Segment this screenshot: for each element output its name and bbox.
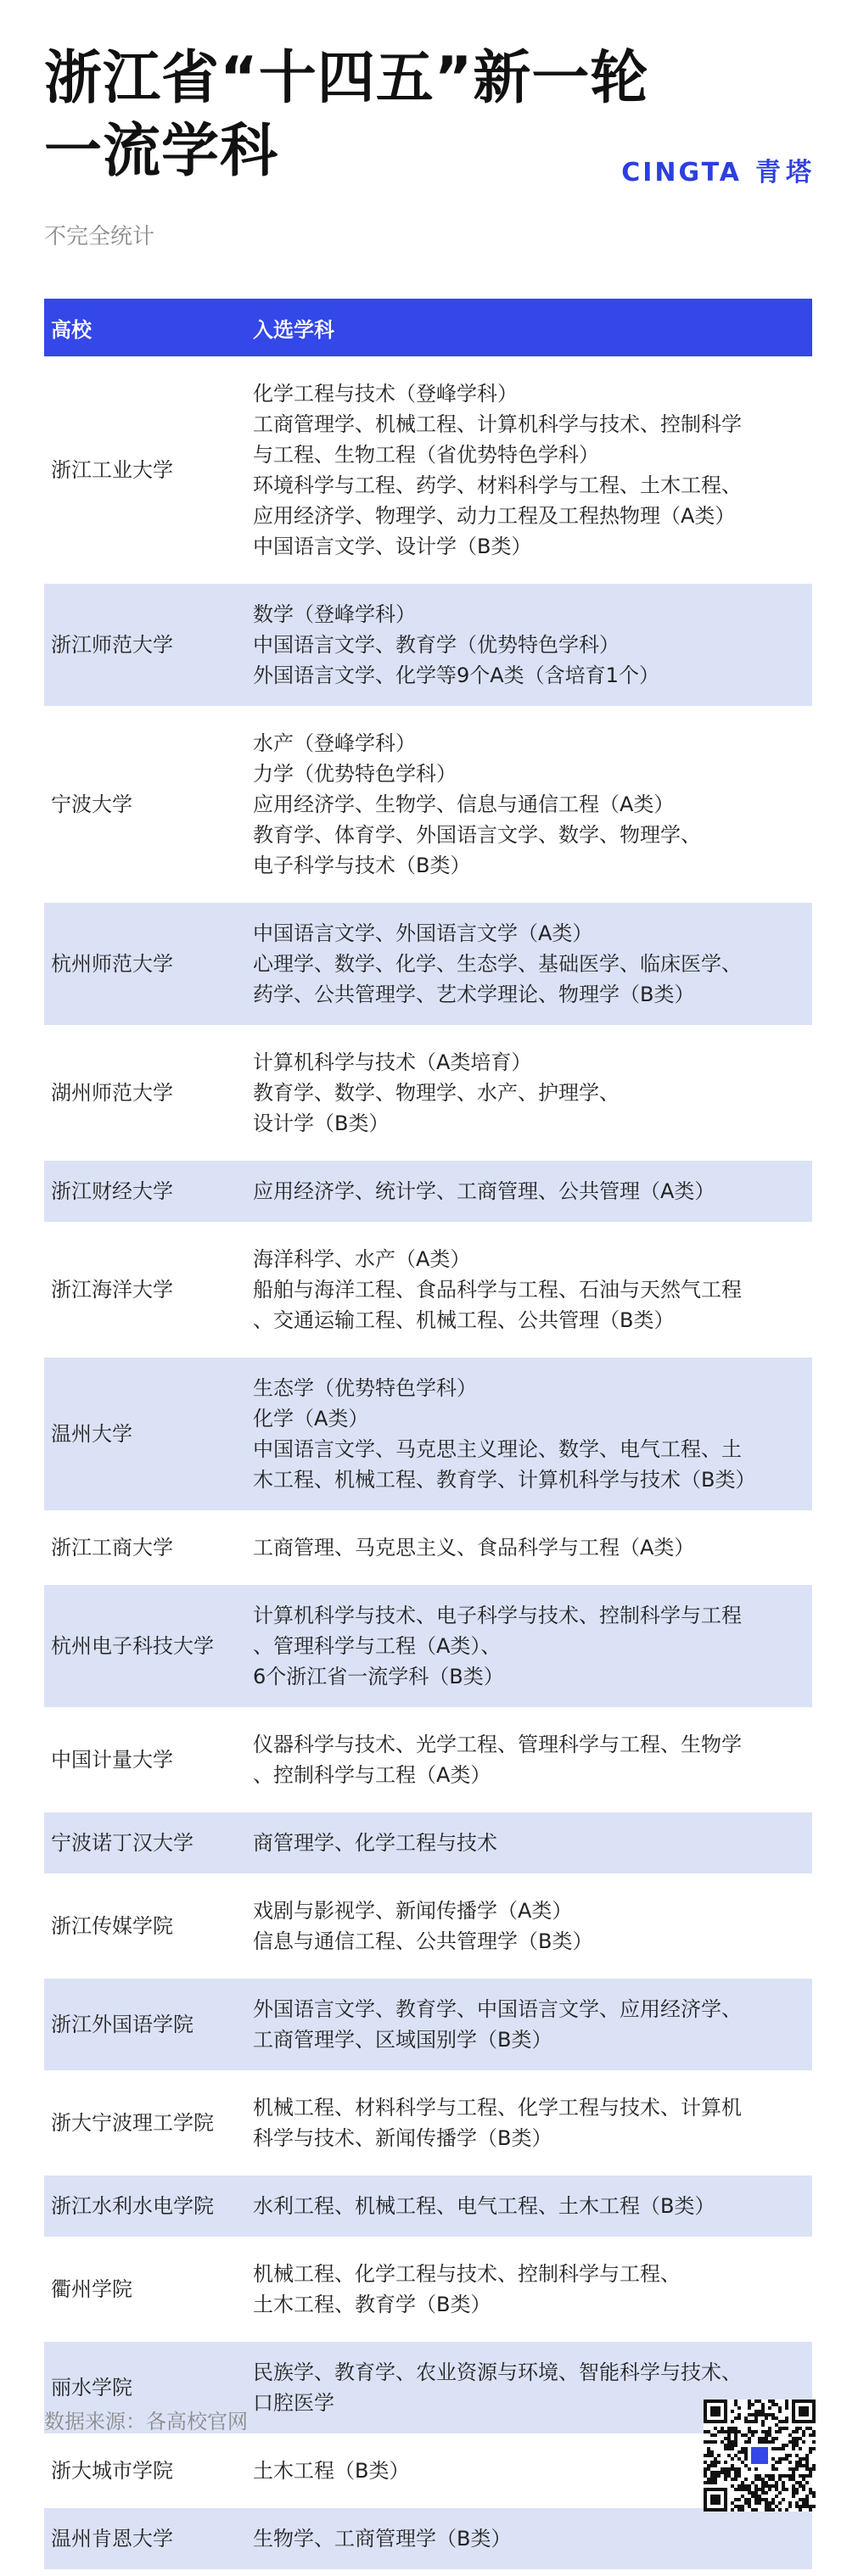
subject-line: 计算机科学与技术、电子科学与技术、控制科学与工程 — [253, 1604, 742, 1627]
subject-list — [253, 1358, 812, 1510]
subject-line: 科学与技术、新闻传播学（B类） — [253, 2126, 552, 2150]
subject-line: 海洋科学、水产（A类） — [253, 1247, 471, 1271]
subject-line: 环境科学与工程、药学、材料科学与工程、土木工程、 — [253, 473, 742, 497]
school-name: 浙江工业大学 — [51, 458, 173, 482]
subject-line: 力学（优势特色学科） — [253, 762, 457, 786]
subject-list — [253, 1032, 812, 1154]
subject-line: 船舶与海洋工程、食品科学与工程、石油与天然气工程 — [253, 1278, 742, 1302]
subject-list — [253, 713, 812, 896]
subject-line: 化学（A类） — [253, 1407, 369, 1431]
qr-code-graphic — [704, 2400, 816, 2512]
table-row — [44, 2440, 812, 2501]
table-row — [44, 584, 812, 706]
subject-line: 中国语言文学、设计学（B类） — [253, 535, 532, 558]
discipline-table — [44, 292, 812, 2576]
school-name: 浙江海洋大学 — [51, 1278, 173, 1302]
table-row — [44, 1229, 812, 1351]
school-name: 温州大学 — [44, 1358, 253, 1510]
table-row — [44, 1358, 812, 1510]
subject-line: 化学工程与技术（登峰学科） — [253, 382, 518, 406]
header — [44, 42, 816, 204]
school-name: 温州肯恩大学 — [44, 2508, 253, 2569]
page-title — [44, 42, 689, 188]
subject-line: 木工程、机械工程、教育学、计算机科学与技术（B类） — [253, 1468, 756, 1492]
table-row — [44, 1979, 812, 2070]
brand-name-cn: 青塔 — [755, 158, 816, 188]
subject-list — [253, 1161, 812, 1222]
brand-logo — [621, 151, 816, 188]
header-school: 高校 — [44, 299, 253, 356]
subject-line: 机械工程、化学工程与技术、控制科学与工程、 — [253, 2262, 681, 2286]
subject-line: 水利工程、机械工程、电气工程、土木工程（B类） — [253, 2194, 715, 2218]
subject-line: 工商管理、马克思主义、食品科学与工程（A类） — [253, 1536, 695, 1560]
subject-line: 6个浙江省一流学科（B类） — [253, 1665, 504, 1688]
subject-line: 、交通运输工程、机械工程、公共管理（B类） — [253, 1308, 675, 1332]
school-name: 杭州电子科技大学 — [44, 1585, 253, 1707]
subject-line: 、管理科学与工程（A类）、 — [253, 1634, 502, 1658]
school-name: 中国计量大学 — [51, 1748, 173, 1772]
school-name: 湖州师范大学 — [51, 1081, 173, 1105]
school-name: 杭州师范大学 — [44, 903, 253, 1025]
subject-line: 外国语言文学、化学等9个A类（含培育1个） — [253, 664, 659, 687]
subject-list — [253, 1880, 812, 1972]
school-name: 浙江工商大学 — [51, 1536, 173, 1560]
subject-list — [253, 2243, 812, 2335]
subject-line: 戏剧与影视学、新闻传播学（A类） — [253, 1899, 573, 1923]
subject-line: 中国语言文学、教育学（优势特色学科） — [253, 633, 620, 657]
subject-list — [253, 2508, 812, 2569]
subject-line: 生态学（优势特色学科） — [253, 1376, 477, 1400]
table-row — [44, 1714, 812, 1806]
subject-list — [253, 1517, 812, 1578]
subject-list — [253, 903, 812, 1025]
table-row — [44, 1880, 812, 1972]
school-name: 丽水学院 — [44, 2342, 253, 2433]
subject-line: 水产（登峰学科） — [253, 731, 416, 755]
brand-name-en: CINGTA — [621, 158, 742, 188]
table-body — [44, 363, 812, 2569]
school-name: 浙江财经大学 — [44, 1161, 253, 1222]
table-row — [44, 1517, 812, 1578]
subject-list — [253, 363, 812, 577]
subject-line: 口腔医学 — [253, 2391, 334, 2415]
subject-line: 应用经济学、统计学、工商管理、公共管理（A类） — [253, 1179, 715, 1203]
school-name: 衢州学院 — [51, 2277, 132, 2301]
subject-line: 电子科学与技术（B类） — [253, 854, 471, 877]
subject-line: 数学（登峰学科） — [253, 602, 416, 626]
subject-line: 设计学（B类） — [253, 1112, 390, 1135]
school-name: 浙江外国语学院 — [44, 1979, 253, 2070]
school-name: 宁波诺丁汉大学 — [44, 1812, 253, 1873]
subject-line: 生物学、工商管理学（B类） — [253, 2527, 512, 2551]
header-subjects: 入选学科 — [253, 299, 812, 356]
title-line-2: 一流学科 — [44, 118, 279, 185]
subject-line: 药学、公共管理学、艺术学理论、物理学（B类） — [253, 983, 695, 1006]
school-name: 浙江师范大学 — [44, 584, 253, 706]
subject-line: 应用经济学、物理学、动力工程及工程热物理（A类） — [253, 504, 736, 528]
subject-line: 工商管理学、区域国别学（B类） — [253, 2028, 552, 2052]
subject-line: 信息与通信工程、公共管理学（B类） — [253, 1929, 593, 1953]
table-row — [44, 1812, 812, 1873]
table-row — [44, 2176, 812, 2237]
subject-line: 土木工程（B类） — [253, 2459, 410, 2483]
table-row — [44, 2243, 812, 2335]
subject-line: 中国语言文学、马克思主义理论、数学、电气工程、土 — [253, 1437, 742, 1461]
subject-line: 与工程、生物工程（省优势特色学科） — [253, 443, 599, 467]
subject-list — [253, 1812, 812, 1873]
table-row — [44, 1161, 812, 1222]
stat-note: 不完全统计 — [44, 224, 155, 249]
subject-list — [253, 1229, 812, 1351]
data-source: 数据来源：各高校官网 — [44, 2410, 248, 2433]
subject-line: 外国语言文学、教育学、中国语言文学、应用经济学、 — [253, 1997, 742, 2021]
table-row — [44, 1585, 812, 1707]
subject-line: 土木工程、教育学（B类） — [253, 2293, 491, 2316]
qr-code-icon — [704, 2400, 816, 2512]
title-line-1: 浙江省“十四五”新一轮 — [44, 45, 649, 112]
subject-list — [253, 1585, 812, 1707]
subject-list — [253, 584, 812, 706]
subject-list — [253, 1714, 812, 1806]
table-header-row — [44, 299, 812, 356]
table-row — [44, 903, 812, 1025]
school-name: 浙江水利水电学院 — [44, 2176, 253, 2237]
subject-line: 民族学、教育学、农业资源与环境、智能科学与技术、 — [253, 2360, 742, 2384]
subject-line: 计算机科学与技术（A类培育） — [253, 1050, 532, 1074]
subject-line: 教育学、体育学、外国语言文学、数学、物理学、 — [253, 823, 701, 847]
table-row — [44, 1032, 812, 1154]
school-name: 浙江传媒学院 — [51, 1914, 173, 1938]
table-row — [44, 2508, 812, 2569]
subject-list — [253, 1979, 812, 2070]
subject-list — [253, 2176, 812, 2237]
subject-line: 机械工程、材料科学与工程、化学工程与技术、计算机 — [253, 2096, 742, 2120]
subject-line: 、控制科学与工程（A类） — [253, 1763, 491, 1787]
school-name: 宁波大学 — [51, 792, 132, 816]
subject-line: 教育学、数学、物理学、水产、护理学、 — [253, 1081, 620, 1105]
subject-line: 应用经济学、生物学、信息与通信工程（A类） — [253, 792, 675, 816]
subject-list — [253, 2077, 812, 2169]
subject-line: 工商管理学、机械工程、计算机科学与技术、控制科学 — [253, 412, 742, 436]
table-row — [44, 713, 812, 896]
subject-line: 心理学、数学、化学、生态学、基础医学、临床医学、 — [253, 952, 742, 976]
subject-line: 仪器科学与技术、光学工程、管理科学与工程、生物学 — [253, 1733, 742, 1756]
table-row — [44, 2077, 812, 2169]
table-row — [44, 363, 812, 577]
school-name: 浙大宁波理工学院 — [51, 2111, 214, 2135]
school-name: 浙大城市学院 — [51, 2459, 173, 2483]
subject-line: 商管理学、化学工程与技术 — [253, 1831, 497, 1855]
subject-line: 中国语言文学、外国语言文学（A类） — [253, 921, 593, 945]
